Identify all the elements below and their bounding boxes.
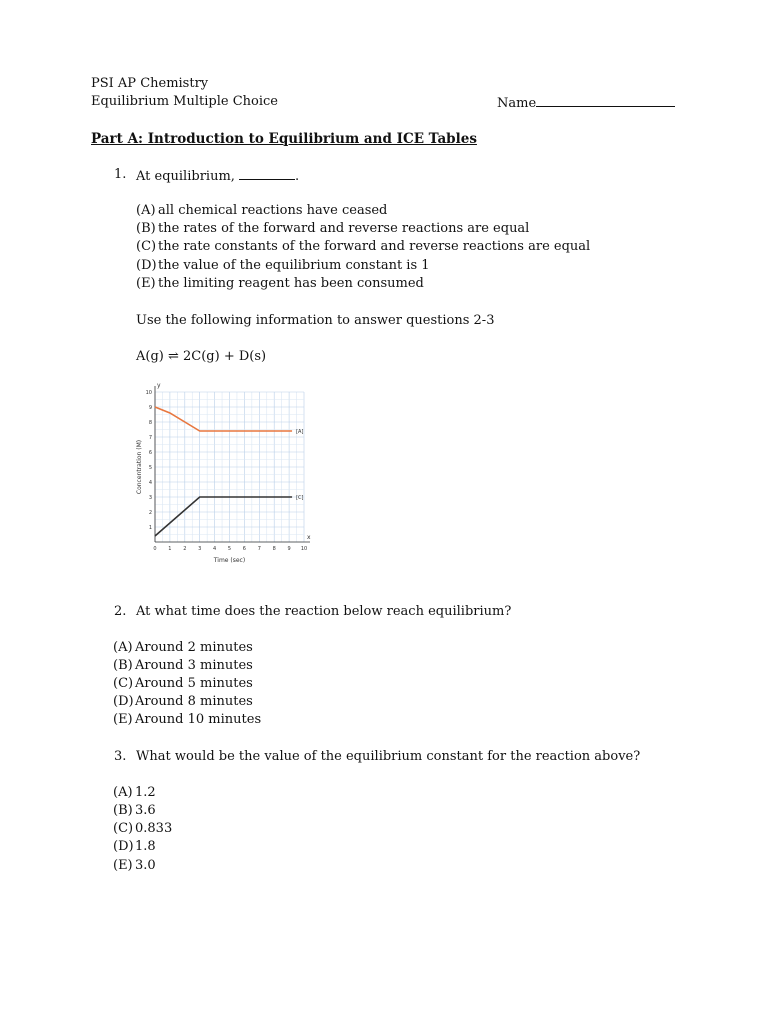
x-tick-label: 1	[168, 546, 172, 552]
option-text: 1.8	[135, 839, 156, 854]
x-tick-label: 8	[272, 546, 276, 552]
option-letter: (C)	[113, 676, 134, 691]
x-tick-label: 4	[213, 546, 217, 552]
option-letter: (E)	[136, 276, 156, 291]
q1-option-e[interactable]	[136, 276, 424, 292]
option-letter: (A)	[113, 785, 133, 800]
x-tick-label: 3	[198, 546, 202, 552]
q2-option-b[interactable]	[113, 658, 253, 674]
question-2-stem: At what time does the reaction below reach equilibrium?	[136, 604, 512, 619]
question-1-number: 1.	[114, 167, 127, 182]
option-text: 3.6	[135, 803, 156, 818]
option-text: 3.0	[135, 858, 156, 873]
q1-option-d[interactable]	[136, 258, 430, 274]
series-label-0: [A]	[296, 429, 304, 435]
name-label: Name	[497, 96, 537, 111]
option-letter: (D)	[113, 839, 134, 854]
option-text: Around 5 minutes	[135, 676, 253, 691]
y-tick-label: 8	[148, 420, 152, 426]
option-letter: (C)	[113, 821, 134, 836]
option-text: Around 10 minutes	[135, 712, 262, 727]
series-line-0	[155, 407, 292, 431]
option-text: 0.833	[135, 821, 173, 836]
option-text: the rate constants of the forward and reverse reactions are equal	[158, 239, 591, 254]
document-subtitle: Equilibrium Multiple Choice	[91, 94, 278, 109]
y-tick-label: 1	[148, 525, 152, 531]
x-tick-label: 5	[227, 546, 232, 552]
option-letter: (D)	[136, 258, 157, 273]
y-tick-label: 6	[148, 450, 152, 456]
option-letter: (D)	[113, 694, 134, 709]
q1-option-b[interactable]	[136, 221, 529, 237]
y-tick-label: 2	[148, 510, 152, 516]
q1-option-a[interactable]	[136, 203, 387, 219]
y-tick-label: 5	[148, 465, 152, 471]
option-letter: (A)	[113, 640, 133, 655]
x-axis-letter: x	[307, 534, 311, 541]
q2-option-c[interactable]	[113, 676, 253, 692]
name-blank[interactable]	[536, 94, 675, 107]
reaction-equation: A(g) ⇌ 2C(g) + D(s)	[136, 349, 267, 364]
x-tick-label: 2	[183, 546, 187, 552]
q3-option-d[interactable]	[113, 839, 156, 855]
y-tick-label: 4	[148, 480, 152, 486]
option-letter: (A)	[136, 203, 156, 218]
option-text: Around 8 minutes	[135, 694, 253, 709]
series-label-1: [C]	[296, 495, 304, 501]
x-tick-label: 10	[300, 546, 308, 552]
option-letter: (E)	[113, 712, 133, 727]
q2-option-d[interactable]	[113, 694, 253, 710]
question-1-stem-text: At equilibrium,	[136, 169, 235, 184]
option-text: the value of the equilibrium constant is 1	[158, 258, 430, 273]
question-3-stem: What would be the value of the equilibrium constant for the reaction above?	[136, 749, 641, 764]
option-letter: (B)	[136, 221, 156, 236]
question-1-stem-end: .	[295, 169, 300, 184]
q3-option-c[interactable]	[113, 821, 172, 837]
question-1-blank	[239, 167, 295, 180]
question-3-number: 3.	[114, 749, 127, 764]
series-line-1	[155, 497, 292, 536]
info-text: Use the following information to answer questions 2-3	[136, 313, 495, 328]
x-tick-label: 9	[287, 546, 291, 552]
y-tick-label: 10	[145, 390, 152, 396]
q3-option-a[interactable]	[113, 785, 156, 801]
x-tick-label: 6	[242, 546, 246, 552]
q2-option-a[interactable]	[113, 640, 253, 656]
question-1-stem	[136, 167, 299, 185]
y-tick-label: 9	[148, 405, 152, 411]
name-field[interactable]	[497, 94, 675, 112]
option-text: Around 3 minutes	[135, 658, 253, 673]
q3-option-b[interactable]	[113, 803, 156, 819]
option-text: all chemical reactions have ceased	[158, 203, 388, 218]
section-title: Part A: Introduction to Equilibrium and ICE Tables	[91, 131, 477, 147]
y-tick-label: 3	[148, 495, 152, 501]
concentration-time-graph	[133, 380, 315, 570]
option-text: the limiting reagent has been consumed	[158, 276, 424, 291]
option-text: 1.2	[135, 785, 156, 800]
q2-option-e[interactable]	[113, 712, 261, 728]
option-letter: (B)	[113, 803, 133, 818]
option-letter: (B)	[113, 658, 133, 673]
option-text: Around 2 minutes	[135, 640, 253, 655]
option-text: the rates of the forward and reverse reactions are equal	[158, 221, 530, 236]
course-title: PSI AP Chemistry	[91, 76, 209, 91]
chart-svg	[133, 380, 315, 570]
q3-option-e[interactable]	[113, 858, 156, 874]
option-letter: (E)	[113, 858, 133, 873]
x-tick-label: 0	[153, 546, 157, 552]
option-letter: (C)	[136, 239, 157, 254]
q1-option-c[interactable]	[136, 239, 590, 255]
y-tick-label: 7	[148, 435, 152, 441]
y-axis-title: Concentration (M)	[136, 439, 143, 495]
x-axis-title: Time (sec)	[213, 557, 246, 564]
y-axis-letter: y	[157, 382, 161, 389]
question-2-number: 2.	[114, 604, 127, 619]
x-tick-label: 7	[257, 546, 261, 552]
